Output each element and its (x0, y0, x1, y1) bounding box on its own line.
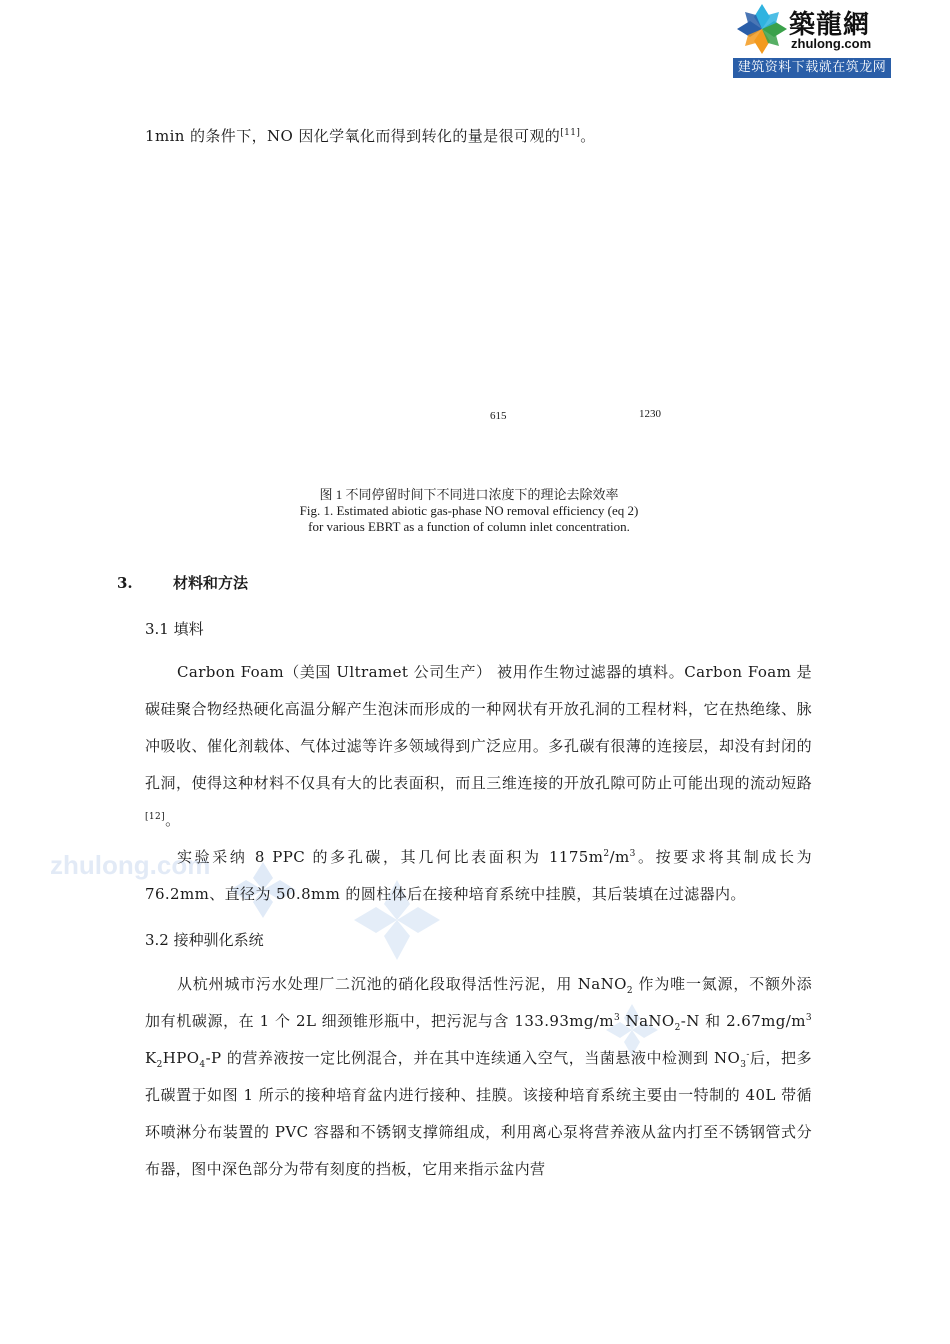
inoc-sub-2: 2 (674, 1023, 681, 1033)
ppc-text-a: 实验采纳 8 PPC 的多孔碳，其几何比表面积为 1175m (177, 848, 604, 866)
intro-end: 。 (580, 127, 596, 145)
inoc-sub-5: 3 (740, 1060, 747, 1070)
ppc-sup-1: 2 (603, 849, 610, 859)
inoc-sub-1: 2 (626, 986, 633, 996)
section-3-number: 3. (117, 574, 133, 592)
inoc-sup-3: - (746, 1050, 750, 1060)
figure-tick-1230: 1230 (639, 408, 661, 420)
watermark-text: zhulong.com (50, 850, 211, 880)
logo-brand-cn: 築龍網 (789, 10, 871, 40)
logo-brand-en: zhulong.com (791, 36, 872, 51)
paragraph-carbon-foam-text: Carbon Foam（美国 Ultramet 公司生产） 被用作生物过滤器的填料。Carbon Foam 是碳硅聚合物经热硬化高温分解产生泡沫而形成的一种网状有开放孔洞的工程材料，它在热绝缘、脉冲吸收、催化剂载体、气体过滤等许多领域得到广泛应用。多孔碳有很薄的连接层，却没有封闭的孔洞，使得这种材料不仅具有大的比表面积，而且三维连接的开放孔隙可防止可能出现的流动短路 (145, 663, 812, 792)
inoc-text-d: -N 和 2.67mg/m (680, 1012, 806, 1030)
snowflake-logo-icon (735, 2, 789, 56)
logo-tagline: 建筑资料下载就在筑龙网 (733, 58, 891, 78)
intro-line (145, 118, 596, 155)
inoc-text-c: NaNO (620, 1012, 675, 1030)
inoc-sup-2: 3 (805, 1013, 812, 1023)
paragraph-carbon-foam (145, 654, 812, 839)
inoc-text-h: 后，把多孔碳置于如图 1 所示的接种培育盆内进行接种、挂膜。该接种培育系统主要由一特制的 40L 带循环喷淋分布装置的 PVC 容器和不锈钢支撑筛组成，利用离心泵将营养液从盆内打至不锈钢管式分布器，图中深色部分为带有刻度的挡板，它用来指示盆内营 (145, 1049, 812, 1178)
section-3-title: 材料和方法 (173, 574, 249, 592)
logo-top (733, 0, 891, 58)
subsection-3-2-heading: 3.2 接种驯化系统 (145, 931, 264, 949)
section-3-heading (117, 572, 248, 593)
figure-tick-615: 615 (490, 410, 507, 422)
paragraph-carbon-foam-end: 。 (165, 811, 181, 829)
figure-caption-cn: 图 1 不同停留时间下不同进口浓度下的理论去除效率 (319, 487, 619, 502)
intro-ref: [11] (560, 128, 581, 138)
inoc-text-f: HPO (162, 1049, 200, 1067)
inoc-sub-4: 4 (199, 1060, 206, 1070)
subsection-3-1-heading: 3.1 填料 (145, 620, 204, 638)
paragraph-carbon-foam-ref: [12] (145, 812, 166, 822)
paragraph-ppc (145, 839, 812, 913)
inoc-text-g: -P 的营养液按一定比例混合，并在其中连续通入空气，当菌悬液中检测到 NO (205, 1049, 741, 1067)
ppc-sup-2: 3 (629, 849, 636, 859)
paragraph-inoculation (145, 966, 812, 1188)
intro-text: 1min 的条件下，NO 因化学氧化而得到转化的量是很可观的 (145, 127, 561, 145)
figure-caption-en-2: for various EBRT as a function of column inlet concentration. (308, 519, 630, 534)
figure-caption-en-1: Fig. 1. Estimated abiotic gas-phase NO removal efficiency (eq 2) (299, 503, 639, 518)
inoc-sup-1: 3 (614, 1013, 621, 1023)
ppc-text-b: /m (609, 848, 630, 866)
inoc-text-e: K (145, 1049, 157, 1067)
inoc-text-a: 从杭州城市污水处理厂二沉池的硝化段取得活性污泥，用 NaNO (177, 975, 627, 993)
zhulong-logo (733, 0, 891, 78)
ppc-text-c: 。按要求将其制成长为 76.2mm、直径为 50.8mm 的圆柱体后在接种培育系统中挂膜，其后装填在过滤器内。 (145, 848, 812, 903)
inoc-text-b: 作为唯一氮源，不额外添加有机碳源，在 1 个 2L 细颈锥形瓶中，把污泥与含 133.93mg/m (145, 975, 812, 1030)
inoc-sub-3: 2 (156, 1060, 163, 1070)
